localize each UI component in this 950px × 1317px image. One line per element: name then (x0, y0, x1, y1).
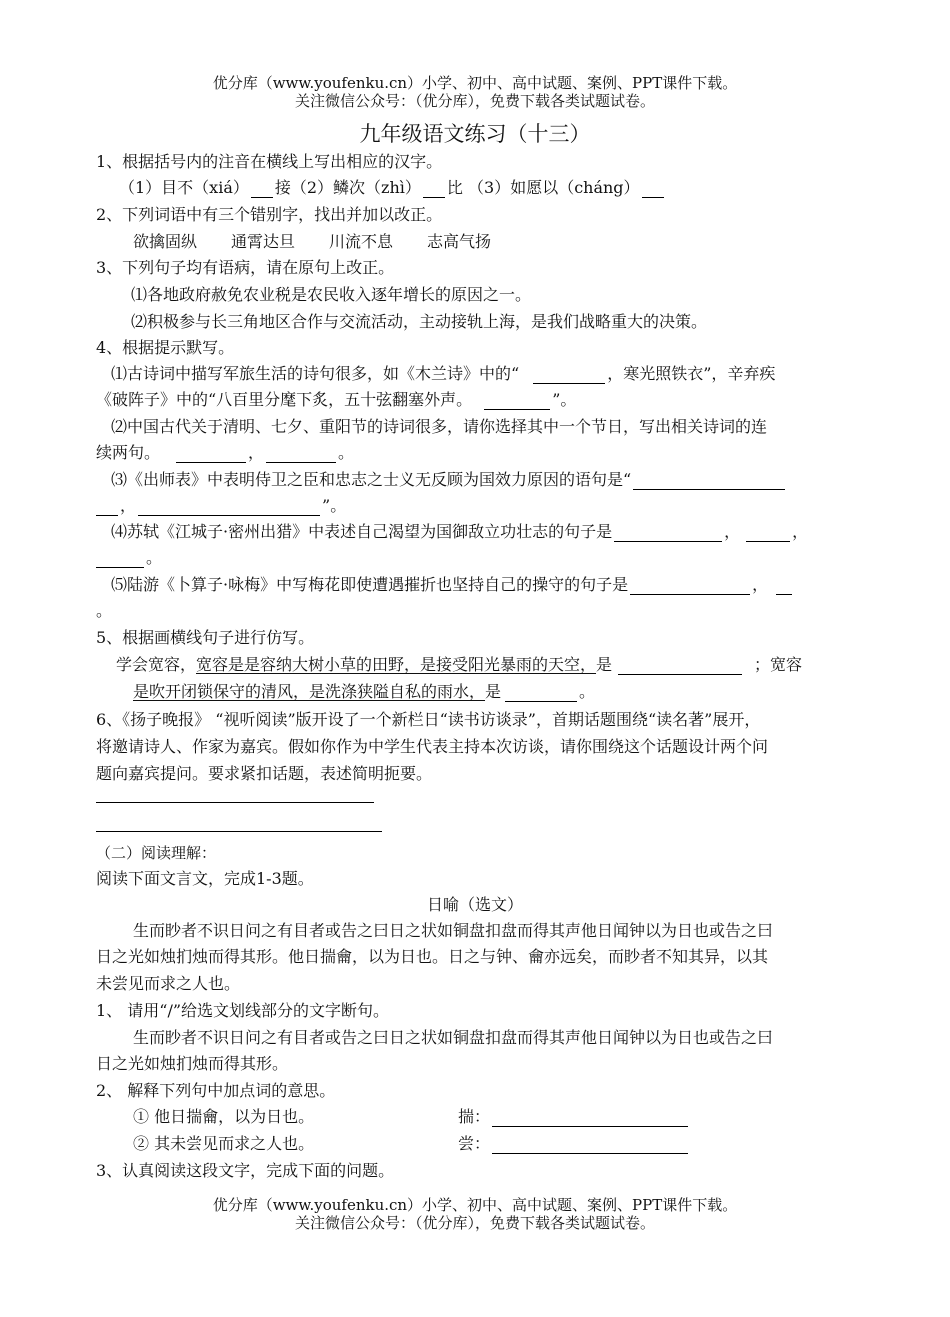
reading-q2: 2、 解释下列句中加点词的意思。 (96, 1081, 336, 1100)
q5-text: 是 (596, 655, 613, 674)
reading-q1: 1、 请用“/”给选文划线部分的文字断句。 (96, 1001, 390, 1020)
q4-text: ⑸陆游《卜算子·咏梅》中写梅花即使遭遇摧折也坚持自己的操守的句子是 (111, 575, 629, 594)
q6-line-3: 题向嘉宾提问。要求紧扣话题，表述简明扼要。 (96, 764, 433, 783)
q4-text: ， (724, 522, 741, 541)
q4-blank[interactable] (96, 551, 144, 568)
reading-q2-key-1 (458, 1107, 690, 1127)
q6-answer-line-2[interactable] (96, 831, 382, 832)
q4-blank[interactable] (630, 578, 750, 595)
q1-prompt: 1、根据括号内的注音在横线上写出相应的汉字。 (96, 152, 443, 171)
q5-text: ；宽容 (754, 655, 803, 674)
header-line-1: 优分库（www.youfenku.cn）小学、初中、高中试题、案例、PPT课件下载。 (212, 74, 738, 92)
q6-line-2: 将邀请诗人、作家为嘉宾。假如你作为中学生代表主持本次访谈，请你围绕这个话题设计两个问 (96, 737, 769, 756)
q2-word: 川流不息 (329, 232, 394, 251)
q4-text: 。 (338, 443, 355, 462)
passage-line-3: 未尝见而求之人也。 (96, 974, 241, 993)
q4-item-3-line-1 (111, 470, 787, 490)
q5-text: 是 (485, 682, 502, 701)
q1-items (119, 178, 666, 198)
q5-prompt: 5、根据画横线句子进行仿写。 (96, 628, 315, 647)
q4-item-2-line-1: ⑵中国古代关于清明、七夕、重阳节的诗词很多，请你选择其中一个节日，写出相关诗词的连 (111, 417, 768, 436)
q1-item-a: （1）目不（xiá） (119, 178, 249, 197)
q2-word: 欲擒固纵 (133, 232, 198, 251)
header-line-2: 关注微信公众号：（优分库），免费下载各类试题试卷。 (294, 92, 655, 110)
reading-q2-key-2 (458, 1134, 690, 1154)
q5-blank[interactable] (618, 658, 742, 675)
q4-blank[interactable] (266, 446, 336, 463)
q4-text: ”。 (322, 496, 347, 515)
q4-item-5-line-1 (111, 575, 794, 595)
q5-blank[interactable] (505, 685, 577, 702)
q4-prompt: 4、根据提示默写。 (96, 338, 235, 357)
q4-item-1-line-2 (96, 390, 576, 410)
q2-prompt: 2、下列词语中有三个错别字，找出并加以改正。 (96, 205, 443, 224)
q4-text: ”。 (552, 390, 577, 409)
answer-blank[interactable] (492, 1137, 688, 1154)
section-heading: （二）阅读理解： (96, 844, 217, 862)
q4-item-4-line-1 (111, 522, 808, 542)
reading-q3: 3、认真阅读这段文字，完成下面的问题。 (96, 1161, 395, 1180)
q4-blank[interactable] (776, 578, 792, 595)
q3-sentence-1: ⑴各地政府赦免农业税是农民收入逐年增长的原因之一。 (131, 285, 532, 304)
answer-blank[interactable] (492, 1110, 688, 1127)
passage-line-1: 生而眇者不识日问之有目者或告之曰日之状如铜盘扣盘而得其声他日闻钟以为日也或告之曰 (133, 921, 774, 940)
passage-line-2: 日之光如烛扪烛而得其形。他日揣龠，以为日也。日之与钟、龠亦远矣，而眇者不知其异，以其 (96, 947, 769, 966)
q4-item-2-line-2 (96, 443, 354, 463)
q4-item-1-line-1 (111, 364, 775, 384)
q4-text: ， (792, 522, 809, 541)
q4-item-3-line-2 (96, 496, 346, 516)
q4-blank[interactable] (138, 499, 320, 516)
q4-blank[interactable] (533, 367, 605, 384)
q1-blank-3[interactable] (642, 181, 664, 198)
q2-words (133, 232, 491, 252)
q4-text: ， (248, 443, 265, 462)
q4-text: 《破阵子》中的“八百里分麾下炙，五十弦翻塞外声。 (96, 390, 473, 409)
q5-line-2 (133, 682, 595, 702)
q4-text: ⑶《出师表》中表明侍卫之臣和忠志之士义无反顾为国效力原因的语句是“ (111, 470, 632, 489)
q1-item-b: 接（2）鳞次（zhì） (274, 178, 421, 197)
q4-text: ⑷苏轼《江城子·密州出猎》中表述自己渴望为国御敌立功壮志的句子是 (111, 522, 613, 541)
reading-q1-text-2: 日之光如烛扪烛而得其形。 (96, 1054, 289, 1073)
q4-blank[interactable] (614, 525, 722, 542)
q3-sentence-2: ⑵积极参与长三角地区合作与交流活动，主动接轨上海，是我们战略重大的决策。 (131, 312, 708, 331)
footer-line-2: 关注微信公众号：（优分库），免费下载各类试题试卷。 (294, 1214, 655, 1232)
q1-blank-1[interactable] (251, 181, 273, 198)
q4-blank[interactable] (176, 446, 246, 463)
reading-instruction: 阅读下面文言文，完成1-3题。 (96, 869, 314, 888)
q1-blank-2[interactable] (423, 181, 445, 198)
q4-text: ⑴古诗词中描写军旅生活的诗句很多，如《木兰诗》中的“ (111, 364, 520, 383)
reading-q2-item-2: ② 其未尝见而求之人也。 (133, 1134, 315, 1153)
q5-line-1 (116, 655, 802, 675)
key-word: 尝： (458, 1134, 491, 1153)
q5-underlined-text: 宽容是是容纳大树小草的田野，是接受阳光暴雨的天空， (196, 655, 597, 674)
q4-text: 续两句。 (96, 443, 161, 462)
q4-text: ，寒光照铁衣”，辛弃疾 (607, 364, 776, 383)
q4-blank[interactable] (746, 525, 790, 542)
q4-item-5-line-2: 。 (96, 601, 113, 620)
reading-q1-text-1: 生而眇者不识日问之有目者或告之曰日之状如铜盘扣盘而得其声他日闻钟以为日也或告之曰 (133, 1028, 774, 1047)
passage-title: 日喻（选文） (426, 895, 523, 914)
q4-text: ， (120, 496, 137, 515)
q6-line-1: 6、《扬子晚报》 “视听阅读”版开设了一个新栏日“读书访谈录”，首期话题围绕“读名著”展开， (96, 710, 761, 729)
q4-blank[interactable] (633, 473, 785, 490)
q2-word: 志高气扬 (427, 232, 492, 251)
q4-text: 。 (146, 548, 163, 567)
q4-text: ， (752, 575, 769, 594)
q4-blank[interactable] (96, 499, 118, 516)
q4-item-4-line-2 (96, 548, 162, 568)
reading-q2-item-1: ① 他日揣龠，以为日也。 (133, 1107, 315, 1126)
q5-text: 。 (579, 682, 596, 701)
q3-prompt: 3、下列句子均有语病，请在原句上改正。 (96, 258, 395, 277)
page-title: 九年级语文练习（十三） (359, 122, 591, 146)
q6-answer-line-1[interactable] (96, 802, 374, 803)
q4-blank[interactable] (484, 393, 550, 410)
key-word: 揣： (458, 1107, 491, 1126)
q1-item-c: 比 （3）如愿以（cháng） (446, 178, 640, 197)
footer-line-1: 优分库（www.youfenku.cn）小学、初中、高中试题、案例、PPT课件下载。 (212, 1196, 738, 1214)
q5-text: 学会宽容， (116, 655, 197, 674)
q2-word: 通霄达旦 (231, 232, 296, 251)
q5-underlined-text: 是吹开闭锁保守的清风，是洗涤狭隘自私的雨水， (133, 682, 486, 701)
